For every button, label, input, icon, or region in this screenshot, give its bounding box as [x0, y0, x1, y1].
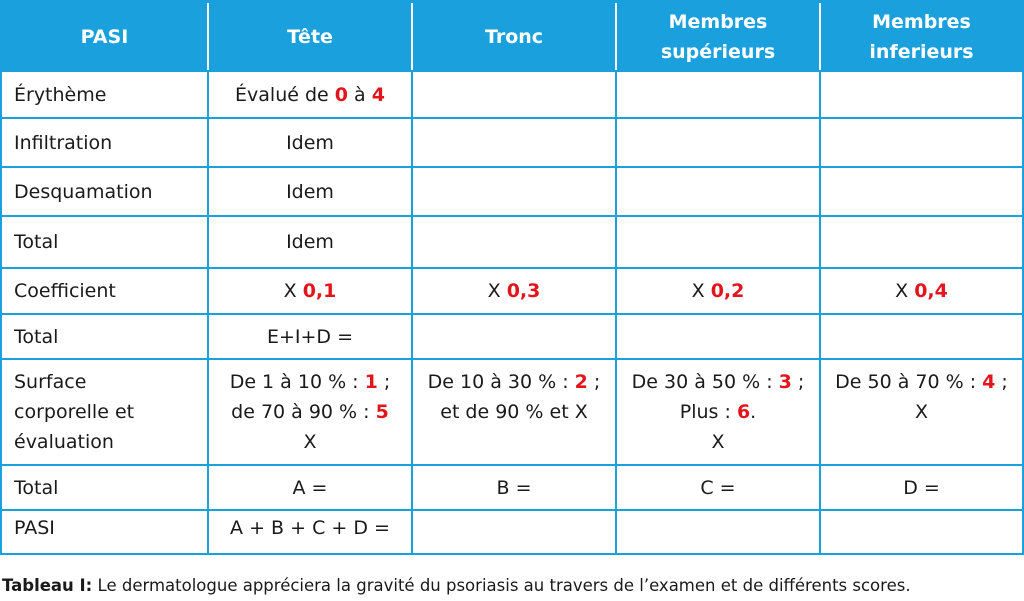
header-tete: Tête: [208, 2, 412, 72]
surface-inf-l1-value: 4: [982, 371, 996, 393]
table-row-pasi: [1, 510, 1023, 554]
cell-infiltration-tronc: [412, 118, 616, 167]
row-label-infiltration: Infiltration: [1, 118, 208, 167]
cell-total3-tronc: B =: [412, 465, 616, 510]
erytheme-min-value: 0: [334, 83, 348, 106]
cell-coefficient-sup: [616, 268, 820, 314]
cell-surface-tronc: [412, 359, 616, 465]
cell-desquamation-tronc: [412, 167, 616, 216]
table-row-coefficient: [1, 268, 1023, 314]
cell-surface-inf: [820, 359, 1023, 465]
row-label-erytheme: Érythème: [1, 71, 208, 118]
surface-tete-l2-value: 5: [375, 401, 389, 423]
coefficient-sup-value: 0,2: [710, 280, 745, 302]
table-row-erytheme: [1, 71, 1023, 118]
row-label-pasi: PASI: [1, 510, 208, 554]
table-caption: [2, 575, 911, 597]
surface-tronc-l1-value: 2: [574, 371, 588, 393]
header-inf-line1: Membres: [872, 10, 971, 33]
header-pasi: PASI: [1, 2, 208, 72]
cell-total3-sup: C =: [616, 465, 820, 510]
cell-pasi-tronc: [412, 510, 616, 554]
surface-inf-l2: X: [914, 401, 929, 423]
cell-coefficient-inf: [820, 268, 1023, 314]
surface-tete-l1-pre: De 1 à 10 % :: [229, 371, 365, 393]
surface-sup-l2-post: .: [750, 401, 757, 423]
surface-tete-l1-value: 1: [364, 371, 378, 393]
cell-total2-tronc: [412, 314, 616, 359]
cell-total3-inf: D =: [820, 465, 1023, 510]
table-row-surface: [1, 359, 1023, 465]
table-row-total-3: [1, 465, 1023, 510]
cell-total1-sup: [616, 216, 820, 268]
surface-label-line1: Surface: [14, 371, 87, 393]
coefficient-tronc-value: 0,3: [506, 280, 541, 302]
coefficient-prefix: X: [895, 280, 915, 302]
row-label-total-3: Total: [1, 465, 208, 510]
header-inf-line2: inferieurs: [869, 40, 974, 63]
surface-sup-l1-pre: De 30 à 50 % :: [631, 371, 779, 393]
cell-total1-inf: [820, 216, 1023, 268]
coefficient-tete-value: 0,1: [302, 280, 337, 302]
cell-pasi-sup: [616, 510, 820, 554]
surface-label-line2: corporelle et: [14, 401, 135, 423]
cell-total1-tronc: [412, 216, 616, 268]
cell-total1-tete: Idem: [208, 216, 412, 268]
header-sup-line1: Membres: [668, 10, 768, 33]
cell-desquamation-tete: Idem: [208, 167, 412, 216]
surface-tete-l1-post: ;: [377, 371, 391, 393]
erytheme-text-mid: à: [348, 83, 372, 106]
coefficient-inf-value: 0,4: [914, 280, 948, 302]
table-row-total-1: [1, 216, 1023, 268]
header-sup-line2: supérieurs: [660, 40, 776, 63]
cell-surface-sup: [616, 359, 820, 465]
cell-erytheme-tronc: [412, 71, 616, 118]
surface-sup-l2-pre: Plus :: [679, 401, 737, 423]
cell-coefficient-tete: [208, 268, 412, 314]
table-row-infiltration: [1, 118, 1023, 167]
cell-total3-tete: A =: [208, 465, 412, 510]
erytheme-max-value: 4: [371, 83, 385, 106]
row-label-surface: [1, 359, 208, 465]
cell-total2-sup: [616, 314, 820, 359]
row-label-total-2: Total: [1, 314, 208, 359]
cell-erytheme-sup: [616, 71, 820, 118]
cell-total2-tete: E+I+D =: [208, 314, 412, 359]
surface-inf-l1-post: ;: [995, 371, 1008, 393]
surface-tronc-l2: et de 90 % et X: [440, 401, 588, 423]
cell-surface-tete: [208, 359, 412, 465]
row-label-coefficient: Coefficient: [1, 268, 208, 314]
cell-desquamation-sup: [616, 167, 820, 216]
surface-tete-l2-pre: de 70 à 90 % :: [231, 401, 376, 423]
surface-tronc-l1-post: ;: [587, 371, 601, 393]
table-row-total-2: [1, 314, 1023, 359]
surface-sup-l1-value: 3: [778, 371, 792, 393]
coefficient-prefix: X: [487, 280, 507, 302]
cell-infiltration-tete: Idem: [208, 118, 412, 167]
table-header-row: [1, 2, 1023, 72]
surface-sup-l3: X: [711, 431, 725, 453]
row-label-desquamation: Desquamation: [1, 167, 208, 216]
cell-erytheme-inf: [820, 71, 1023, 118]
caption-label: Tableau I:: [2, 576, 93, 595]
cell-total2-inf: [820, 314, 1023, 359]
cell-pasi-inf: [820, 510, 1023, 554]
surface-tete-l3: X: [303, 431, 317, 453]
header-tronc: Tronc: [412, 2, 616, 72]
cell-coefficient-tronc: [412, 268, 616, 314]
coefficient-prefix: X: [691, 280, 711, 302]
row-label-total-1: Total: [1, 216, 208, 268]
cell-pasi-tete: A + B + C + D =: [208, 510, 412, 554]
surface-tronc-l1-pre: De 10 à 30 % :: [427, 371, 575, 393]
surface-inf-l1-pre: De 50 à 70 % :: [835, 371, 983, 393]
header-membres-superieurs: [616, 2, 820, 72]
cell-infiltration-inf: [820, 118, 1023, 167]
coefficient-prefix: X: [283, 280, 303, 302]
cell-desquamation-inf: [820, 167, 1023, 216]
table-row-desquamation: [1, 167, 1023, 216]
header-membres-inferieurs: [820, 2, 1023, 72]
cell-infiltration-sup: [616, 118, 820, 167]
erytheme-text-pre: Évalué de: [235, 83, 335, 106]
cell-erytheme-tete: [208, 71, 412, 118]
caption-text: Le dermatologue appréciera la gravité du psoriasis au travers de l’examen et de différents scores.: [92, 576, 911, 595]
surface-label-line3: évaluation: [14, 431, 114, 453]
surface-sup-l1-post: ;: [791, 371, 805, 393]
surface-sup-l2-value: 6: [736, 401, 751, 423]
